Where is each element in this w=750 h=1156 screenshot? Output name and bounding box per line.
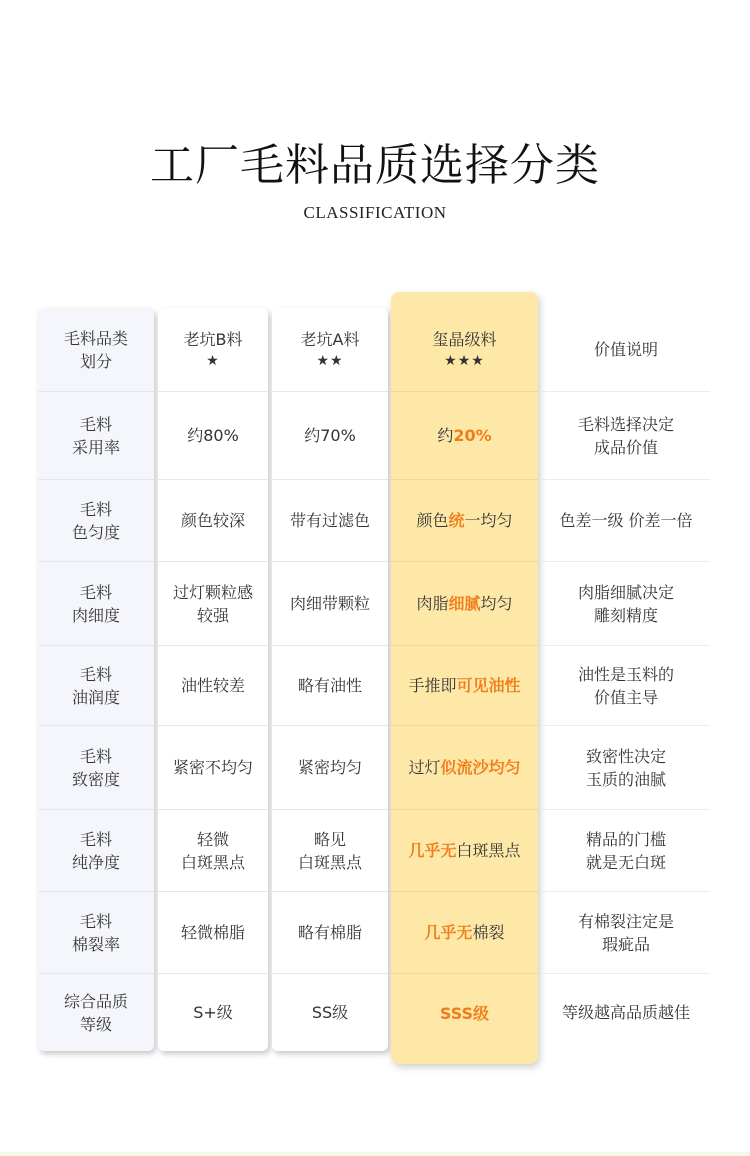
premium-row-7: 几乎无 棉裂 (391, 892, 538, 974)
premium-row-4: 手推即 可见油性 (391, 646, 538, 726)
value-row-1: 毛料选择决定 成品价值 (542, 392, 710, 480)
grade-b-header (158, 308, 268, 392)
page-subtitle: CLASSIFICATION (303, 203, 447, 222)
premium-row-3: 肉脂 细腻 均匀 (391, 562, 538, 646)
grade-a-stars: ★★ (316, 353, 344, 369)
premium-row-5: 过灯 似流沙均匀 (391, 726, 538, 810)
grade-a-row-6: 略见 白斑黑点 (272, 810, 388, 892)
grade-a-row-7: 略有棉脂 (272, 892, 388, 974)
value-row-5: 致密性决定 玉质的油腻 (542, 726, 710, 810)
value-row-4: 油性是玉料的 价值主导 (542, 646, 710, 726)
label-row-3: 毛料 肉细度 (38, 562, 154, 646)
label-row-4: 毛料 油润度 (38, 646, 154, 726)
page-title: 工厂毛料品质选择分类 (150, 140, 600, 191)
label-row-5: 毛料 致密度 (38, 726, 154, 810)
grade-b-row-6: 轻微 白斑黑点 (158, 810, 268, 892)
premium-row-6: 几乎无 白斑黑点 (391, 810, 538, 892)
value-column (542, 308, 710, 1051)
premium-header (391, 292, 538, 392)
grade-b-title: 老坑B料 (183, 330, 243, 349)
grade-b-row-1: 约80% (158, 392, 268, 480)
premium-row-2: 颜色 统 一均匀 (391, 480, 538, 562)
label-row-6: 毛料 纯净度 (38, 810, 154, 892)
grade-b-row-2: 颜色较深 (158, 480, 268, 562)
label-column (38, 308, 154, 1051)
label-row-7: 毛料 棉裂率 (38, 892, 154, 974)
grade-b-row-5: 紧密不均匀 (158, 726, 268, 810)
value-row-2: 色差一级 价差一倍 (542, 480, 710, 562)
grade-a-row-5: 紧密均匀 (272, 726, 388, 810)
bottom-bar (0, 1152, 750, 1156)
value-row-3: 肉脂细腻决定 雕刻精度 (542, 562, 710, 646)
grade-b-row-4: 油性较差 (158, 646, 268, 726)
grade-a-header (272, 308, 388, 392)
grade-a-row-3: 肉细带颗粒 (272, 562, 388, 646)
premium-row-8: SSS级 (439, 1003, 490, 1023)
grade-b-row-8: S+级 (193, 1003, 233, 1022)
label-row-8: 综合品质 等级 (63, 991, 128, 1034)
value-row-7: 有棉裂注定是 瑕疵品 (542, 892, 710, 974)
premium-column (391, 292, 538, 1064)
grade-a-row-4: 略有油性 (272, 646, 388, 726)
value-row-8: 等级越高品质越佳 (561, 1003, 690, 1022)
grade-a-row-8: SS级 (311, 1003, 349, 1022)
premium-stars: ★★★ (444, 353, 485, 369)
grade-b-row-3: 过灯颗粒感 较强 (158, 562, 268, 646)
grade-b-row-7: 轻微棉脂 (158, 892, 268, 974)
value-header: 价值说明 (542, 308, 710, 392)
label-row-1: 毛料 采用率 (38, 392, 154, 480)
grade-b-stars: ★ (206, 353, 220, 369)
premium-row-1: 约 20% (391, 392, 538, 480)
grade-a-title: 老坑A料 (300, 330, 360, 349)
grade-a-row-2: 带有过滤色 (272, 480, 388, 562)
grade-a-column (272, 308, 388, 1051)
value-row-6: 精品的门槛 就是无白斑 (542, 810, 710, 892)
label-header: 毛料品类 划分 (38, 308, 154, 392)
label-row-2: 毛料 色匀度 (38, 480, 154, 562)
grade-a-row-1: 约70% (272, 392, 388, 480)
premium-title: 玺晶级料 (432, 330, 497, 349)
grade-b-column (158, 308, 268, 1051)
